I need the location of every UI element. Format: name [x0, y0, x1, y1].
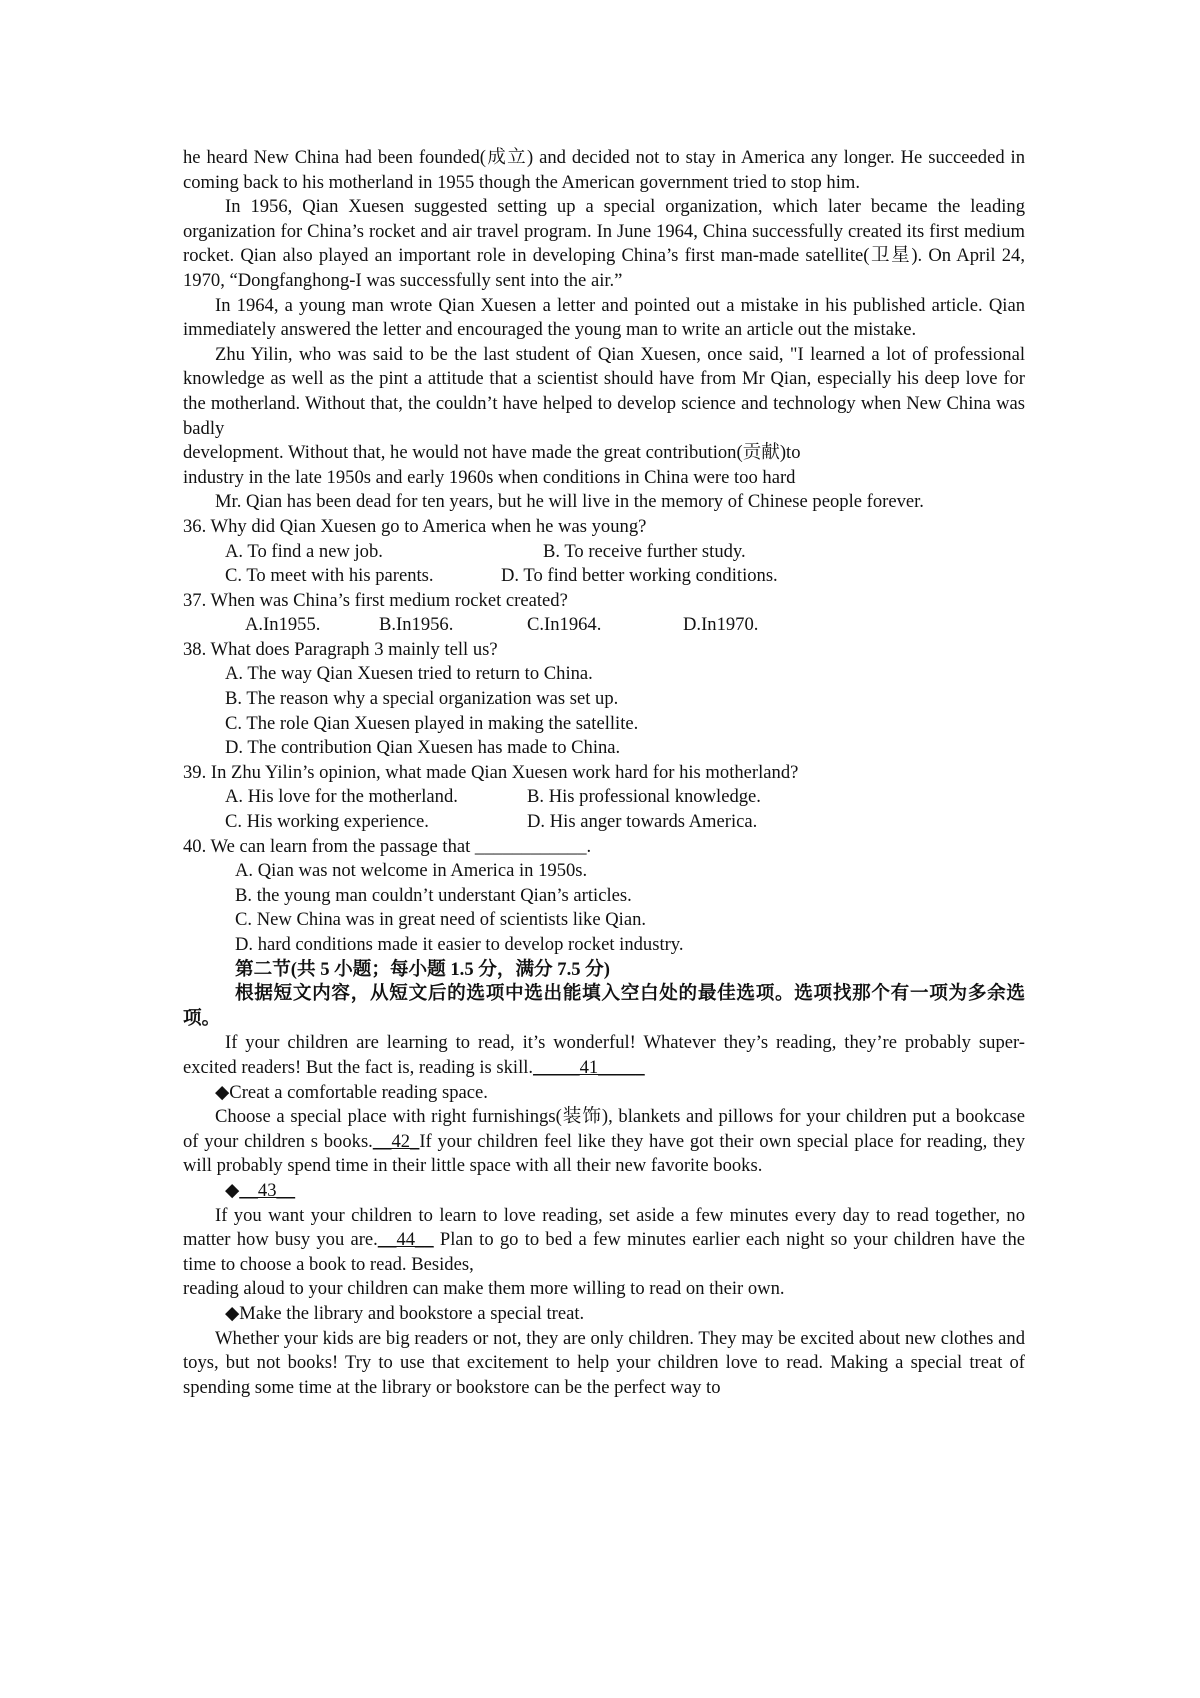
question-36-stem: 36. Why did Qian Xuesen go to America when he was young? [183, 515, 647, 537]
question-40-option-a: A. Qian was not welcome in America in 1950s. [235, 860, 588, 882]
question-39-option-d: D. His anger towards America. [527, 811, 758, 833]
passage-2-paragraph-1 [183, 1031, 1025, 1080]
question-36-option-d: D. To find better working conditions. [501, 565, 778, 587]
passage-paragraph-4: Zhu Yilin, who was said to be the last student of Qian Xuesen, once said, "I learned a lot of professional knowledge as well as the pint a attitude that a scientist should have from Mr Qian, especially his deep love for the motherland. Without that, the couldn’t have helped to develop science and technology when New China was badly [183, 343, 1025, 439]
passage-2-paragraph-3-line-last: reading aloud to your children can make them more willing to read on their own. [183, 1278, 785, 1300]
passage-paragraph-1: he heard New China had been founded(成立) and decided not to stay in America any longer. He succeeded in coming back to his motherland in 1955 though the American government tried to stop him. [183, 147, 1025, 193]
question-39-option-c: C. His working experience. [225, 811, 429, 833]
question-39-options-row-2 [225, 810, 1025, 835]
question-37-stem: 37. When was China’s first medium rocket created? [183, 589, 568, 611]
passage-paragraph-2: In 1956, Qian Xuesen suggested setting up a special organization, which later became the leading organization for China’s rocket and air travel program. In June 1964, China successfully created its first medium rocket. Qian also played an important role in developing China’s first man-made satellite(卫星). On April 24, 1970, “Dongfanghong-I was successfully sent into the air.” [183, 196, 1025, 291]
section-2-heading: 第二节(共 5 小题；每小题 1.5 分，满分 7.5 分) [235, 958, 610, 980]
blank-44: __44__ [377, 1229, 434, 1251]
passage-2-paragraph-2-text-2: If your children feel like they have got their own special place for reading, they will probably spend time in their little space with all their new favorite books. [183, 1130, 1025, 1177]
question-37-option-c: C.In1964. [527, 614, 602, 636]
passage-2-paragraph-1-text: If your children are learning to read, it’s wonderful! Whatever they’s reading, they’re probably super-excited readers! But the fact is, reading is skill. [183, 1032, 1025, 1078]
question-38-option-c: C. The role Qian Xuesen played in making the satellite. [225, 712, 639, 734]
blank-41: _____41_____ [533, 1056, 645, 1078]
passage-2-paragraph-3 [183, 1204, 1025, 1278]
question-40-option-d: D. hard conditions made it easier to develop rocket industry. [235, 934, 684, 955]
passage-2-paragraph-4: Whether your kids are big readers or not, they are only children. They may be excited about new clothes and toys, but not books! Try to use that excitement to help your children love to read. Making a special treat of spending some time at the library or bookstore can be the perfect way to [183, 1327, 1025, 1398]
bullet-heading-3: ◆Make the library and bookstore a special treat. [225, 1302, 585, 1324]
question-37-option-a: A.In1955. [245, 614, 321, 636]
question-38-option-a: A. The way Qian Xuesen tried to return to China. [225, 663, 593, 685]
bullet-heading-1: ◆Creat a comfortable reading space. [215, 1081, 488, 1103]
passage-2-paragraph-2-text-1: Choose a special place with right furnishings(装饰), blankets and pillows for your children put a bookcase of your children s books. [183, 1106, 1025, 1152]
passage-paragraph-3: In 1964, a young man wrote Qian Xuesen a letter and pointed out a mistake in his published article. Qian immediately answered the letter and encouraged the young man to write an article out the mistake. [183, 294, 1025, 341]
question-37-options [245, 613, 1025, 638]
passage-paragraph-4-line-2: development. Without that, he would not have made the great contribution(贡献)to [183, 442, 801, 464]
question-38-option-b: B. The reason why a special organization was set up. [225, 688, 619, 710]
question-40-stem: 40. We can learn from the passage that ____________. [183, 835, 592, 857]
question-36-options-row-1 [225, 540, 1025, 565]
question-38-option-d: D. The contribution Qian Xuesen has made to China. [225, 737, 621, 759]
passage-paragraph-5: Mr. Qian has been dead for ten years, but he will live in the memory of Chinese people forever. [215, 491, 924, 513]
question-36-options-row-2 [225, 564, 1025, 589]
bullet-diamond-icon: ◆ [225, 1179, 240, 1201]
question-36-option-b: B. To receive further study. [543, 540, 746, 562]
exam-page [183, 146, 1025, 1400]
blank-42: __42_ [372, 1130, 420, 1152]
question-39-option-b: B. His professional knowledge. [527, 786, 761, 808]
question-39-stem: 39. In Zhu Yilin’s opinion, what made Qian Xuesen work hard for his motherland? [183, 761, 799, 783]
passage-2-paragraph-3-text-1: If you want your children to learn to love reading, set aside a few minutes every day to read together, no matter how busy you are. [183, 1204, 1025, 1251]
question-39-option-a: A. His love for the motherland. [225, 786, 458, 808]
section-2-instruction: 根据短文内容，从短文后的选项中选出能填入空白处的最佳选项。选项找那个有一项为多余选项。 [183, 983, 1025, 1029]
question-38-stem: 38. What does Paragraph 3 mainly tell us? [183, 638, 498, 660]
passage-2-paragraph-3-text-2: Plan to go to bed a few minutes earlier each night so your children have the time to choose a book to read. Besides, [183, 1229, 1025, 1275]
question-37-option-b: B.In1956. [379, 614, 454, 636]
question-37-option-d: D.In1970. [683, 614, 759, 636]
bullet-heading-2 [225, 1179, 1025, 1204]
passage-paragraph-4-line-3: industry in the late 1950s and early 1960s when conditions in China were too hard [183, 466, 796, 488]
question-36-option-a: A. To find a new job. [225, 540, 383, 562]
question-40-option-c: C. New China was in great need of scientists like Qian. [235, 909, 647, 931]
blank-43: __43__ [239, 1179, 296, 1201]
passage-2-paragraph-2 [183, 1105, 1025, 1179]
question-39-options-row-1 [225, 785, 1025, 810]
question-40-option-b: B. the young man couldn’t understant Qian’s articles. [235, 884, 632, 906]
question-36-option-c: C. To meet with his parents. [225, 565, 434, 587]
